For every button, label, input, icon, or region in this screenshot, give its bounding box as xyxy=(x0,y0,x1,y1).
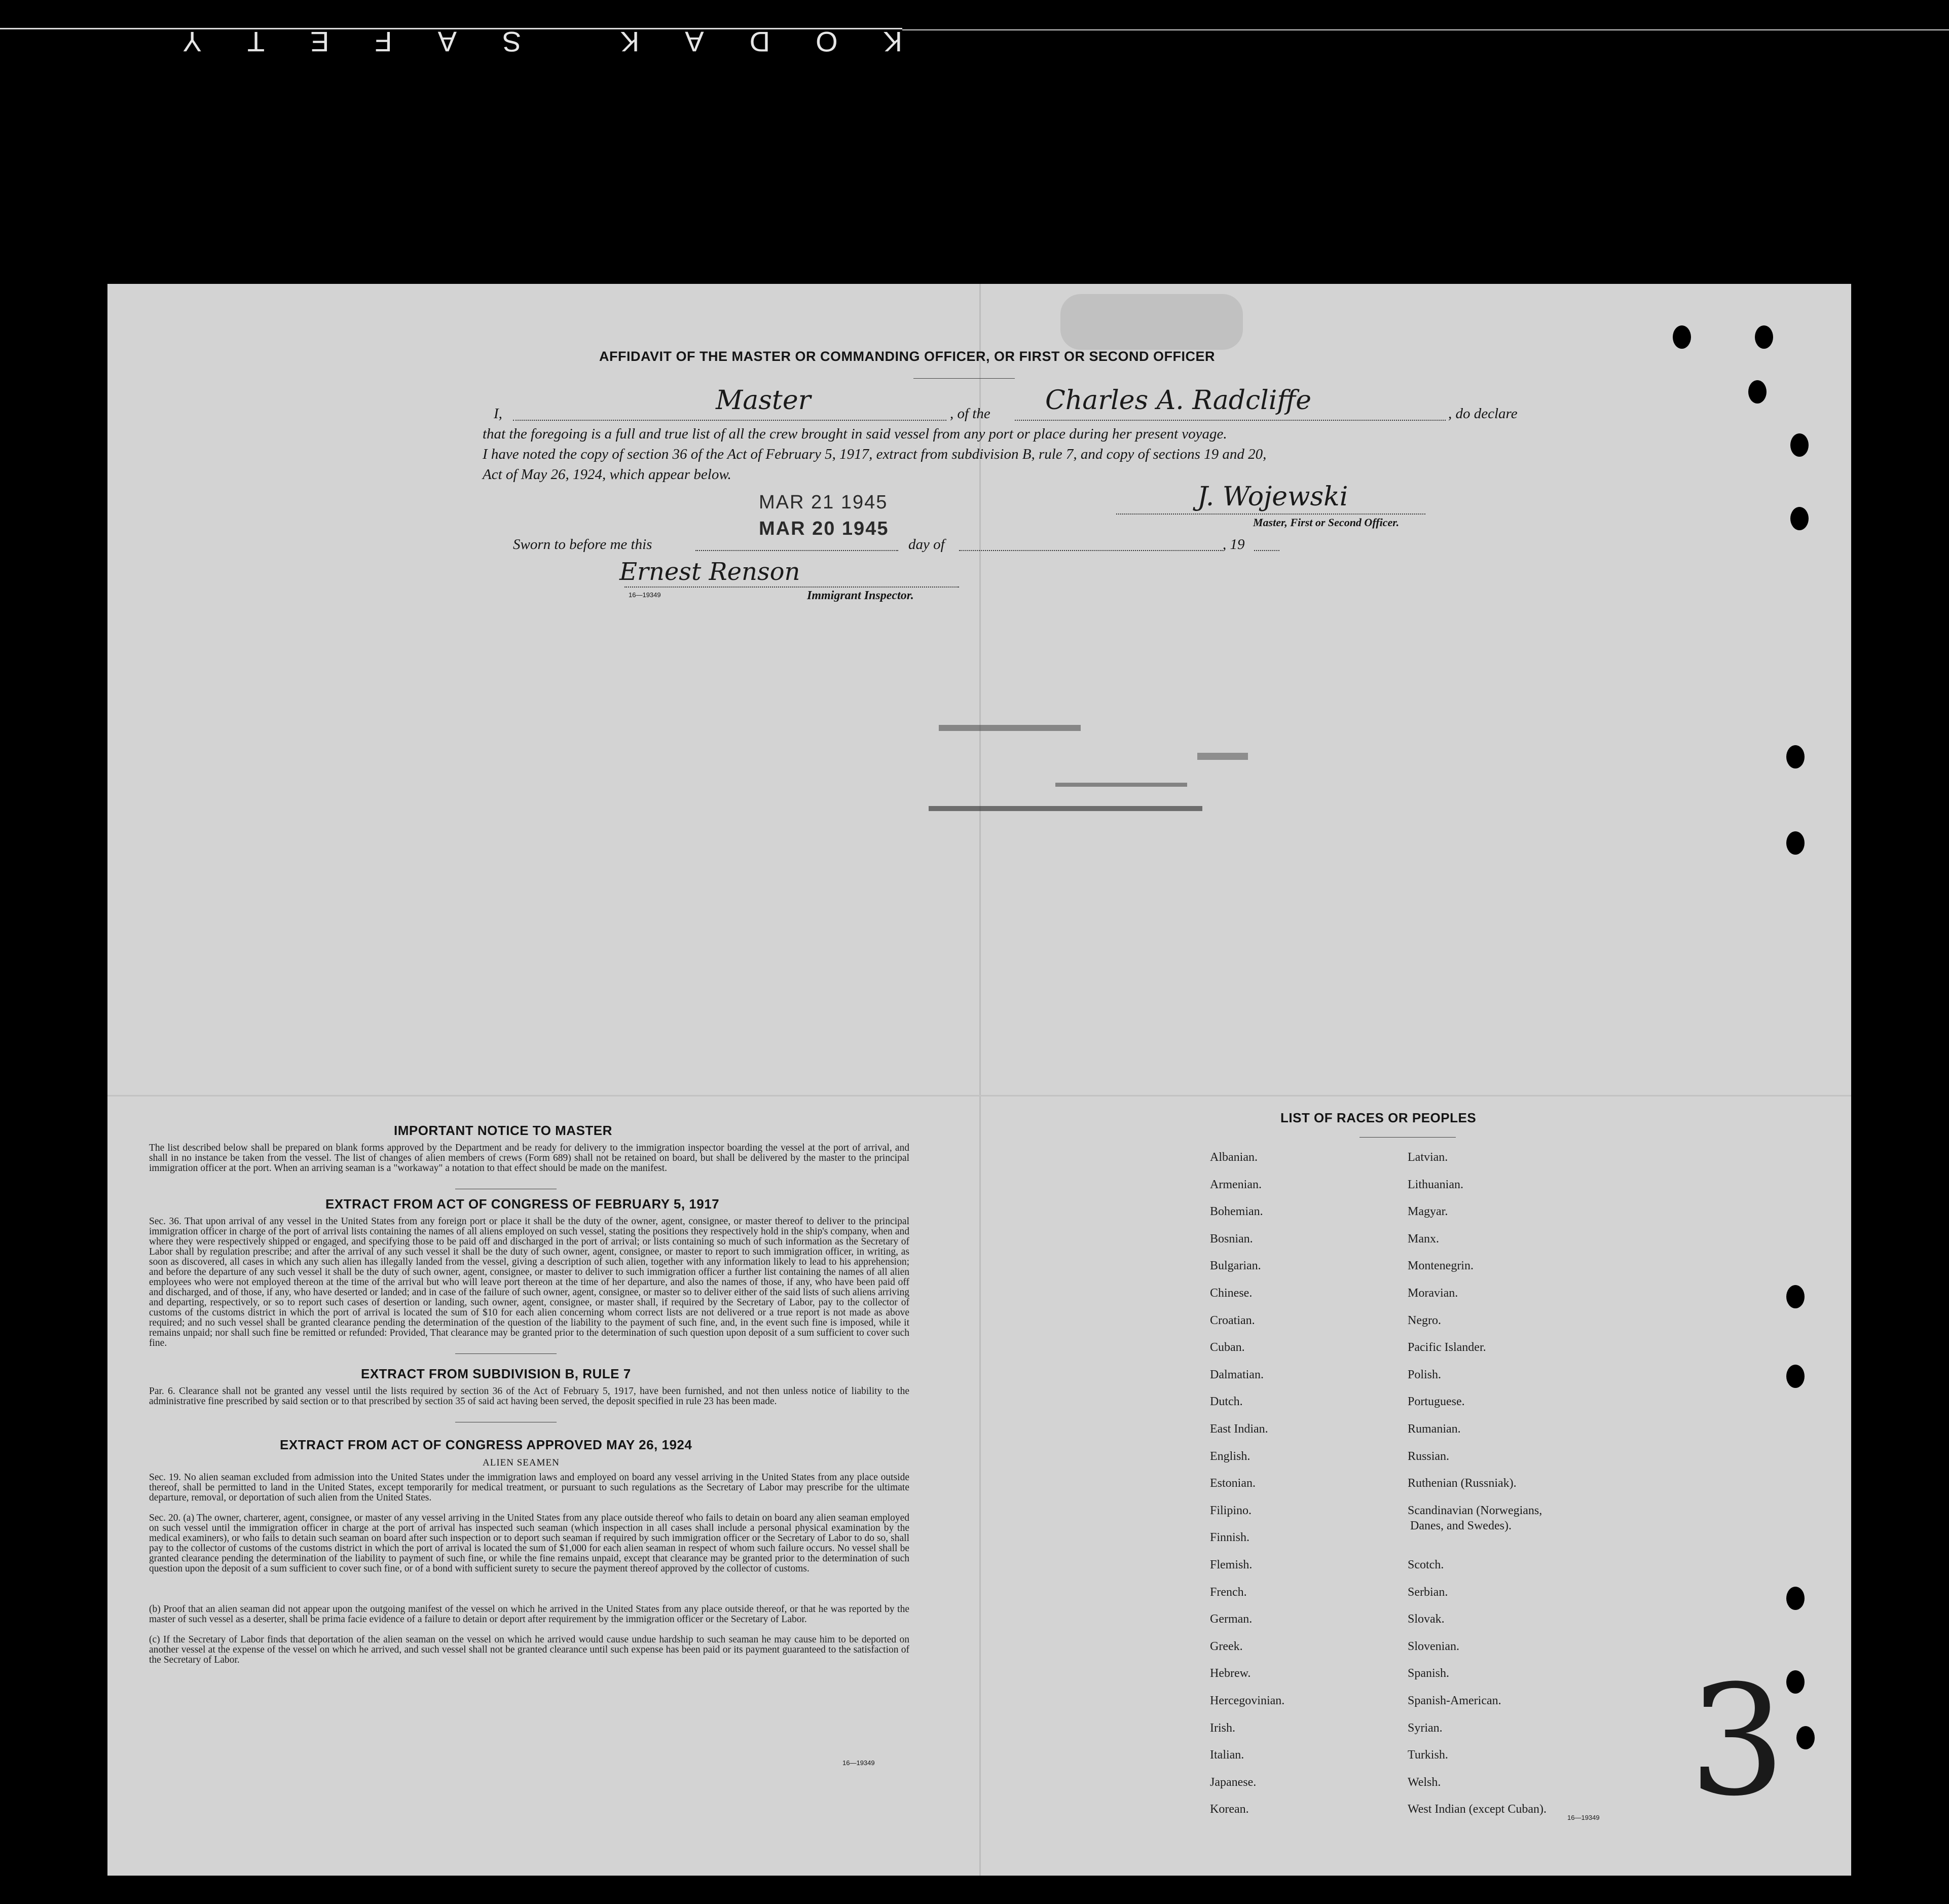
race-item: Albanian. xyxy=(1210,1151,1258,1164)
race-item: Rumanian. xyxy=(1408,1422,1461,1436)
race-item: Negro. xyxy=(1408,1313,1441,1327)
race-item: Montenegrin. xyxy=(1408,1259,1474,1273)
race-item: Armenian. xyxy=(1210,1178,1262,1191)
race-item: Dalmatian. xyxy=(1210,1368,1264,1381)
document-page xyxy=(107,284,1851,1876)
faded-stamp-mark xyxy=(1197,753,1248,760)
punch-hole xyxy=(1786,1587,1805,1610)
month-blank xyxy=(959,550,1223,551)
race-item: Serbian. xyxy=(1408,1585,1448,1599)
punch-hole xyxy=(1796,1726,1815,1749)
faded-stamp-mark xyxy=(1055,783,1187,787)
punch-hole xyxy=(1755,325,1773,349)
vessel-blank xyxy=(1015,420,1446,421)
race-item: Russian. xyxy=(1408,1449,1450,1463)
race-item: Dutch. xyxy=(1210,1395,1243,1409)
punch-hole xyxy=(1790,507,1809,530)
extract-1924-sec20b: (b) Proof that an alien seaman did not appear upon the outgoing manifest of the vessel on which he arrived in the United States from any place outside thereof, or that he was reported by the master of such vessel as a deserter, shall be prima facie evidence of a failure to detain or deport after requirement by the immigration officer or the Secretary of Labor. xyxy=(149,1604,909,1625)
race-item: Slovenian. xyxy=(1408,1639,1459,1653)
faded-stamp-mark xyxy=(939,725,1081,731)
race-item: Chinese. xyxy=(1210,1287,1253,1300)
race-item: Magyar. xyxy=(1408,1205,1448,1219)
inspector-blank xyxy=(624,587,959,588)
race-item: Scandinavian (Norwegians, xyxy=(1408,1504,1542,1517)
race-item: Danes, and Swedes). xyxy=(1410,1519,1512,1532)
extract-1924-subtitle: ALIEN SEAMEN xyxy=(483,1457,560,1468)
races-form-number: 16—19349 xyxy=(1567,1814,1600,1822)
extract-1924-sec20a: Sec. 20. (a) The owner, charterer, agent, consignee, or master of any vessel arriving in the United States from any place outside thereof who fails to detain on board any alien seaman employed on such vessel until the immigration officer in charge at the port of arrival has inspected such seaman (which inspection in all cases shall include a personal physical examination by the medical examiners), or who fails to detain such seaman on board after such inspection or to deport such seaman if required by such immigration officer or the Secretary of Labor to do so, shall pay to the collector of customs of the customs district in which the port of arrival is located the sum of $1,000 for each alien seaman in respect of whom such failure occurs. No vessel shall be granted clearance pending the determination of the liability to payment of such fine, or while the fine remains unpaid, except that clearance may be granted prior to the determination of such question upon the deposit of a sum sufficient to cover such fine, or of a bond with sufficient surety to secure the payment thereof approved by the collector of customs. xyxy=(149,1513,909,1574)
race-item: Finnish. xyxy=(1210,1531,1250,1545)
race-item: Bulgarian. xyxy=(1210,1259,1261,1273)
race-item: Italian. xyxy=(1210,1748,1244,1762)
affidavit-of-the: , of the xyxy=(950,406,990,422)
extract-1917-title: EXTRACT FROM ACT OF CONGRESS OF FEBRUARY 5, 1917 xyxy=(325,1196,720,1212)
race-item: Welsh. xyxy=(1408,1775,1441,1789)
day-of: day of xyxy=(908,536,945,553)
extract-1924-title: EXTRACT FROM ACT OF CONGRESS APPROVED MAY 26, 1924 xyxy=(280,1437,692,1452)
paper-smudge xyxy=(1060,294,1243,350)
races-title: LIST OF RACES OR PEOPLES xyxy=(1280,1110,1477,1125)
fold-crease-vertical xyxy=(979,284,981,1876)
affidavit-form-number: 16—19349 xyxy=(629,591,661,599)
race-item: Estonian. xyxy=(1210,1477,1256,1490)
rank-blank xyxy=(513,420,946,421)
extract-form-number: 16—19349 xyxy=(842,1759,875,1767)
race-item: Scotch. xyxy=(1408,1558,1444,1571)
race-item: Bohemian. xyxy=(1210,1205,1263,1219)
year-blank xyxy=(1254,550,1279,551)
handwritten-rank: Master xyxy=(716,385,811,416)
race-item: Japanese. xyxy=(1210,1775,1257,1789)
handwritten-page-number: 3 xyxy=(1689,1653,1786,1829)
race-item: Irish. xyxy=(1210,1721,1235,1735)
race-item: Croatian. xyxy=(1210,1313,1255,1327)
race-item: Hercegovinian. xyxy=(1210,1694,1285,1707)
signature-caption: Master, First or Second Officer. xyxy=(1253,516,1400,529)
faded-stamp-mark xyxy=(929,806,1202,811)
race-item: English. xyxy=(1210,1449,1251,1463)
race-item: Moravian. xyxy=(1408,1287,1458,1300)
race-item: Spanish-American. xyxy=(1408,1694,1501,1707)
title-rule xyxy=(913,378,1015,379)
extract-1924-sec20c: (c) If the Secretary of Labor finds that deportation of the alien seaman on the vessel on which he arrived would cause undue hardship to such seaman he may cause him to be deported on another vessel at the expense of the vessel on which he arrived, and such vessel shall not be granted clearance until such expense has been paid or its payment guaranteed to the satisfaction of the Secretary of Labor. xyxy=(149,1634,909,1665)
race-item: Turkish. xyxy=(1408,1748,1448,1762)
inspector-caption: Immigrant Inspector. xyxy=(807,589,914,602)
extract-1924-sec19: Sec. 19. No alien seaman excluded from admission into the United States under the immigration laws and employed on board any vessel arriving in the United States from any place outside thereof, shall be permitted to land in the United States, except temporarily for medical treatment, or pursuant to such regulations as the Secretary of Labor may prescribe for the ultimate departure, removal, or deportation of such alien from the United States. xyxy=(149,1472,909,1503)
race-item: Spanish. xyxy=(1408,1667,1450,1680)
fold-crease-horizontal xyxy=(107,1095,1851,1096)
inspector-signature: Ernest Renson xyxy=(619,558,800,586)
race-item: East Indian. xyxy=(1210,1422,1268,1436)
race-item: Lithuanian. xyxy=(1408,1178,1463,1191)
race-item: Filipino. xyxy=(1210,1504,1252,1517)
date-stamp-2: MAR 20 1945 xyxy=(759,518,889,539)
race-item: Syrian. xyxy=(1408,1721,1443,1735)
race-item: West Indian (except Cuban). xyxy=(1408,1803,1547,1816)
punch-hole xyxy=(1786,1670,1805,1694)
notice-text: The list described below shall be prepared on blank forms approved by the Department and be ready for delivery to the immigration inspector boarding the vessel at the port of arrival, and shall in no instance be taken from the vessel. The list of changes of alien members of crews (Form 689) shall not be retained on board, but shall be delivered by the master to the principal immigration officer at the port. When an arriving seaman is a "workaway" a notation to that effect should be made on the manifest. xyxy=(149,1143,909,1174)
sworn-before: Sworn to before me this xyxy=(513,536,652,553)
race-item: Latvian. xyxy=(1408,1151,1448,1164)
punch-hole xyxy=(1748,380,1767,404)
affidavit-line3: I have noted the copy of section 36 of the Act of February 5, 1917, extract from subdivision B, rule 7, and copy of sections 19 and 20, xyxy=(483,446,1267,462)
notice-title: IMPORTANT NOTICE TO MASTER xyxy=(394,1123,612,1138)
subdivision-b-title: EXTRACT FROM SUBDIVISION B, RULE 7 xyxy=(361,1366,631,1381)
affidavit-declare: , do declare xyxy=(1448,406,1518,422)
affidavit-line2: that the foregoing is a full and true list of all the crew brought in said vessel from any port or place during her present voyage. xyxy=(483,426,1227,442)
race-item: Manx. xyxy=(1408,1232,1439,1246)
film-edge-line-right xyxy=(902,29,1949,30)
date-stamp-1: MAR 21 1945 xyxy=(759,492,888,513)
signature-blank xyxy=(1116,514,1425,515)
race-item: Portuguese. xyxy=(1408,1395,1465,1409)
race-item: Bosnian. xyxy=(1210,1232,1253,1246)
extract-1917-text: Sec. 36. That upon arrival of any vessel in the United States from any foreign port or place it shall be the duty of the owner, agent, consignee, or master thereof to deliver to the principal immigration officer in charge of the port of arrival lists containing the names of all aliens employed on such vessel, stating the positions they respectively hold in the ship's company, when and where they were respectively shipped or engaged, and specifying those to be paid off and discharged in the port of arrival; or lists containing so much of such information as the Secretary of Labor shall by regulation prescribe; and after the arrival of any such vessel it shall be the duty of such owner, agent, consignee, or master to report to such immigration officer, in writing, as soon as discovered, all cases in which any such alien has illegally landed from the vessel, giving a description of such alien, together with any information likely to lead to his apprehension; and before the departure of any such vessel it shall be the duty of such owner, agent, consignee, or master to deliver to such immigration officer a further list containing the names of all alien employees who were not employed thereon at the time of the arrival but who will leave port thereon at the time of her departure, and also the names of those, if any, who have been paid off and discharged, and of those, if any, who have deserted or landed; and in case of the failure of such owner, agent, consignee, or master so to deliver either of the said lists of such aliens arriving and departing, respectively, or so to report such cases of desertion or landing, such owner, agent, consignee, or master shall, if required by the Secretary of Labor, pay to the collector of customs of the customs district in which the port of arrival is located the sum of $10 for each alien concerning whom correct lists are not delivered or a true report is not made as above required; and no such vessel shall be granted clearance pending the determination of the question of the liability to the payment of such fine, and, in the event such fine is imposed, while it remains unpaid; nor shall such fine be remitted or refunded: Provided, That clearance may be granted prior to the determination of such question upon deposit of a sum sufficient to cover such fine. xyxy=(149,1216,909,1348)
races-title-rule xyxy=(1359,1137,1456,1138)
year-prefix: , 19 xyxy=(1223,536,1245,553)
affidavit-title: AFFIDAVIT OF THE MASTER OR COMMANDING OFFICER, OR FIRST OR SECOND OFFICER xyxy=(599,349,1215,364)
punch-hole xyxy=(1786,1285,1805,1308)
race-item: German. xyxy=(1210,1613,1253,1626)
subdivision-b-text: Par. 6. Clearance shall not be granted any vessel until the lists required by section 36 of the Act of February 5, 1917, have been furnished, and not then unless notice of liability to the administrative fine prescribed by said section or to that prescribed by section 35 of said act having been served, the deposit specified in rule 23 has been made. xyxy=(149,1386,909,1407)
handwritten-vessel-name: Charles A. Radcliffe xyxy=(1045,385,1312,416)
punch-hole xyxy=(1786,745,1805,768)
affidavit-i: I, xyxy=(494,406,502,422)
section-rule xyxy=(455,1353,557,1354)
day-blank xyxy=(695,550,898,551)
race-item: Ruthenian (Russniak). xyxy=(1408,1477,1517,1490)
master-signature: J. Wojewski xyxy=(1197,482,1348,512)
race-item: French. xyxy=(1210,1585,1247,1599)
punch-hole xyxy=(1790,433,1809,457)
race-item: Pacific Islander. xyxy=(1408,1341,1486,1354)
race-item: Cuban. xyxy=(1210,1341,1245,1354)
race-item: Hebrew. xyxy=(1210,1667,1251,1680)
race-item: Flemish. xyxy=(1210,1558,1253,1571)
race-item: Greek. xyxy=(1210,1639,1243,1653)
race-item: Slovak. xyxy=(1408,1613,1445,1626)
film-edge xyxy=(0,0,1949,61)
punch-hole xyxy=(1786,831,1805,855)
punch-hole xyxy=(1786,1365,1805,1388)
punch-hole xyxy=(1673,325,1691,349)
race-item: Korean. xyxy=(1210,1803,1249,1816)
race-item: Polish. xyxy=(1408,1368,1442,1381)
affidavit-line4: Act of May 26, 1924, which appear below. xyxy=(483,466,731,483)
film-edge-text: KODAK SAFETY xyxy=(137,26,902,58)
